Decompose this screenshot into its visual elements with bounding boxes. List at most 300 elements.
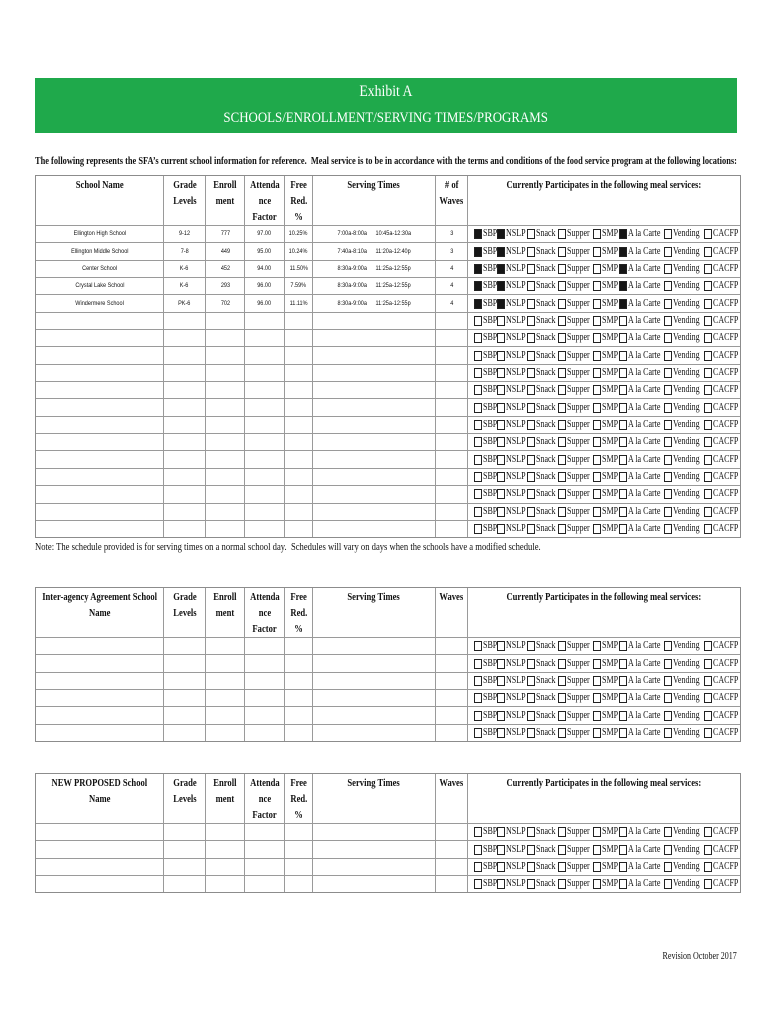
free-reduced-field[interactable] [285,859,313,875]
checkbox-nslp[interactable] [497,827,505,837]
grade-levels-field[interactable] [164,347,206,363]
grade-levels-field[interactable] [164,451,206,467]
checkbox-cacfp[interactable] [704,420,712,430]
checkbox-vending[interactable] [664,264,672,274]
waves-field[interactable] [436,673,468,689]
checkbox-a-la-carte[interactable] [619,333,627,343]
school-name-field[interactable] [36,859,164,875]
option-snack[interactable] [527,313,558,329]
checkbox-cacfp[interactable] [704,659,712,669]
checkbox-a-la-carte[interactable] [619,676,627,686]
free-reduced-field[interactable] [285,841,313,857]
free-reduced-field[interactable] [285,690,313,706]
free-reduced-field[interactable] [285,638,313,654]
option-nslp[interactable] [497,673,527,689]
attendance-factor-field[interactable] [245,330,285,346]
checkbox-vending[interactable] [664,507,672,517]
grade-levels-field[interactable] [164,365,206,381]
option-vending[interactable] [664,347,704,363]
grade-levels-field[interactable] [164,673,206,689]
option-smp[interactable] [593,382,619,398]
free-reduced-field[interactable] [285,521,313,537]
option-nslp[interactable] [497,417,527,433]
school-name-field[interactable] [36,655,164,671]
checkbox-cacfp[interactable] [704,472,712,482]
checkbox-smp[interactable] [593,728,601,738]
option-supper[interactable] [558,638,593,654]
option-supper[interactable] [558,469,593,485]
school-name-field[interactable] [36,365,164,381]
option-cacfp[interactable] [704,434,738,450]
option-snack[interactable] [527,638,558,654]
checkbox-nslp[interactable] [497,351,505,361]
checkbox-supper[interactable] [558,385,566,395]
attendance-factor-field[interactable] [245,295,285,311]
checkbox-nslp[interactable] [497,879,505,889]
checkbox-cacfp[interactable] [704,247,712,257]
checkbox-nslp[interactable] [497,507,505,517]
option-a-la-carte[interactable] [619,876,664,892]
school-name-field[interactable] [36,243,164,259]
option-cacfp[interactable] [704,330,738,346]
attendance-factor-field[interactable] [245,417,285,433]
serving-times-field[interactable] [313,382,436,398]
option-cacfp[interactable] [704,690,738,706]
checkbox-snack[interactable] [527,333,535,343]
option-snack[interactable] [527,725,558,741]
option-vending[interactable] [664,365,704,381]
option-supper[interactable] [558,486,593,502]
option-a-la-carte[interactable] [619,841,664,857]
waves-field[interactable] [436,486,468,502]
option-nslp[interactable] [497,486,527,502]
option-sbp[interactable] [474,469,497,485]
checkbox-snack[interactable] [527,420,535,430]
checkbox-vending[interactable] [664,659,672,669]
grade-levels-field[interactable] [164,690,206,706]
grade-levels-field[interactable] [164,876,206,892]
option-cacfp[interactable] [704,313,738,329]
option-smp[interactable] [593,226,619,242]
option-supper[interactable] [558,243,593,259]
free-reduced-field[interactable] [285,504,313,520]
checkbox-snack[interactable] [527,711,535,721]
checkbox-sbp[interactable] [474,845,482,855]
waves-field[interactable] [436,638,468,654]
attendance-factor-field[interactable] [245,347,285,363]
school-name-field[interactable] [36,690,164,706]
enrollment-field[interactable] [206,876,245,892]
checkbox-sbp[interactable] [474,420,482,430]
checkbox-smp[interactable] [593,693,601,703]
option-a-la-carte[interactable] [619,824,664,840]
checkbox-sbp[interactable] [474,879,482,889]
enrollment-field[interactable] [206,521,245,537]
school-name-field[interactable] [36,313,164,329]
checkbox-cacfp[interactable] [704,229,712,239]
option-nslp[interactable] [497,313,527,329]
checkbox-nslp[interactable] [497,264,505,274]
option-smp[interactable] [593,243,619,259]
enrollment-field[interactable] [206,859,245,875]
checkbox-smp[interactable] [593,524,601,534]
checkbox-a-la-carte[interactable] [619,403,627,413]
checkbox-supper[interactable] [558,659,566,669]
checkbox-smp[interactable] [593,659,601,669]
option-snack[interactable] [527,824,558,840]
checkbox-snack[interactable] [527,247,535,257]
attendance-factor-field[interactable] [245,226,285,242]
checkbox-supper[interactable] [558,693,566,703]
option-cacfp[interactable] [704,504,738,520]
checkbox-nslp[interactable] [497,247,505,257]
checkbox-supper[interactable] [558,641,566,651]
checkbox-smp[interactable] [593,437,601,447]
option-nslp[interactable] [497,330,527,346]
checkbox-supper[interactable] [558,316,566,326]
option-snack[interactable] [527,434,558,450]
option-smp[interactable] [593,313,619,329]
checkbox-sbp[interactable] [474,472,482,482]
option-a-la-carte[interactable] [619,399,664,415]
serving-times-field[interactable] [313,469,436,485]
option-supper[interactable] [558,399,593,415]
option-vending[interactable] [664,469,704,485]
checkbox-vending[interactable] [664,862,672,872]
checkbox-snack[interactable] [527,351,535,361]
enrollment-field[interactable] [206,347,245,363]
waves-field[interactable] [436,365,468,381]
option-supper[interactable] [558,347,593,363]
checkbox-vending[interactable] [664,437,672,447]
option-sbp[interactable] [474,399,497,415]
free-reduced-field[interactable] [285,278,313,294]
option-nslp[interactable] [497,278,527,294]
checkbox-vending[interactable] [664,879,672,889]
checkbox-nslp[interactable] [497,862,505,872]
checkbox-snack[interactable] [527,659,535,669]
checkbox-nslp[interactable] [497,420,505,430]
grade-levels-field[interactable] [164,313,206,329]
enrollment-field[interactable] [206,469,245,485]
option-nslp[interactable] [497,295,527,311]
free-reduced-field[interactable] [285,451,313,467]
option-snack[interactable] [527,261,558,277]
option-vending[interactable] [664,295,704,311]
free-reduced-field[interactable] [285,434,313,450]
grade-levels-field[interactable] [164,399,206,415]
checkbox-a-la-carte[interactable] [619,420,627,430]
checkbox-a-la-carte[interactable] [619,437,627,447]
attendance-factor-field[interactable] [245,261,285,277]
grade-levels-field[interactable] [164,521,206,537]
checkbox-nslp[interactable] [497,728,505,738]
checkbox-supper[interactable] [558,879,566,889]
option-smp[interactable] [593,824,619,840]
attendance-factor-field[interactable] [245,690,285,706]
enrollment-field[interactable] [206,295,245,311]
checkbox-supper[interactable] [558,368,566,378]
checkbox-cacfp[interactable] [704,827,712,837]
serving-times-field[interactable] [313,824,436,840]
option-smp[interactable] [593,673,619,689]
option-cacfp[interactable] [704,226,738,242]
option-a-la-carte[interactable] [619,278,664,294]
school-name-field[interactable] [36,278,164,294]
checkbox-snack[interactable] [527,728,535,738]
serving-times-field[interactable] [313,690,436,706]
checkbox-sbp[interactable] [474,455,482,465]
enrollment-field[interactable] [206,434,245,450]
free-reduced-field[interactable] [285,330,313,346]
option-a-la-carte[interactable] [619,859,664,875]
school-name-field[interactable] [36,347,164,363]
attendance-factor-field[interactable] [245,859,285,875]
option-nslp[interactable] [497,451,527,467]
checkbox-snack[interactable] [527,455,535,465]
option-a-la-carte[interactable] [619,261,664,277]
school-name-field[interactable] [36,673,164,689]
checkbox-supper[interactable] [558,711,566,721]
checkbox-sbp[interactable] [474,281,482,291]
free-reduced-field[interactable] [285,486,313,502]
checkbox-nslp[interactable] [497,333,505,343]
option-supper[interactable] [558,841,593,857]
option-nslp[interactable] [497,399,527,415]
checkbox-cacfp[interactable] [704,507,712,517]
option-cacfp[interactable] [704,486,738,502]
school-name-field[interactable] [36,725,164,741]
option-cacfp[interactable] [704,469,738,485]
serving-times-field[interactable] [313,330,436,346]
option-supper[interactable] [558,876,593,892]
option-supper[interactable] [558,313,593,329]
option-supper[interactable] [558,521,593,537]
grade-levels-field[interactable] [164,417,206,433]
school-name-field[interactable] [36,638,164,654]
waves-field[interactable] [436,295,468,311]
checkbox-a-la-carte[interactable] [619,455,627,465]
option-supper[interactable] [558,859,593,875]
option-vending[interactable] [664,521,704,537]
attendance-factor-field[interactable] [245,486,285,502]
option-sbp[interactable] [474,707,497,723]
enrollment-field[interactable] [206,486,245,502]
grade-levels-field[interactable] [164,504,206,520]
waves-field[interactable] [436,841,468,857]
option-snack[interactable] [527,451,558,467]
option-smp[interactable] [593,330,619,346]
option-vending[interactable] [664,399,704,415]
checkbox-smp[interactable] [593,420,601,430]
option-cacfp[interactable] [704,841,738,857]
option-nslp[interactable] [497,347,527,363]
checkbox-cacfp[interactable] [704,385,712,395]
checkbox-snack[interactable] [527,524,535,534]
school-name-field[interactable] [36,382,164,398]
option-smp[interactable] [593,486,619,502]
checkbox-a-la-carte[interactable] [619,693,627,703]
checkbox-a-la-carte[interactable] [619,879,627,889]
checkbox-nslp[interactable] [497,368,505,378]
enrollment-field[interactable] [206,504,245,520]
checkbox-snack[interactable] [527,299,535,309]
attendance-factor-field[interactable] [245,469,285,485]
option-supper[interactable] [558,417,593,433]
enrollment-field[interactable] [206,365,245,381]
checkbox-sbp[interactable] [474,641,482,651]
checkbox-vending[interactable] [664,351,672,361]
free-reduced-field[interactable] [285,469,313,485]
checkbox-a-la-carte[interactable] [619,351,627,361]
checkbox-cacfp[interactable] [704,711,712,721]
free-reduced-field[interactable] [285,243,313,259]
option-smp[interactable] [593,504,619,520]
option-supper[interactable] [558,690,593,706]
grade-levels-field[interactable] [164,226,206,242]
checkbox-vending[interactable] [664,333,672,343]
waves-field[interactable] [436,707,468,723]
checkbox-smp[interactable] [593,507,601,517]
checkbox-a-la-carte[interactable] [619,845,627,855]
checkbox-supper[interactable] [558,676,566,686]
checkbox-a-la-carte[interactable] [619,507,627,517]
option-snack[interactable] [527,469,558,485]
checkbox-sbp[interactable] [474,368,482,378]
checkbox-snack[interactable] [527,472,535,482]
enrollment-field[interactable] [206,226,245,242]
checkbox-cacfp[interactable] [704,316,712,326]
option-snack[interactable] [527,330,558,346]
school-name-field[interactable] [36,226,164,242]
serving-times-field[interactable] [313,434,436,450]
checkbox-a-la-carte[interactable] [619,299,627,309]
option-a-la-carte[interactable] [619,295,664,311]
option-nslp[interactable] [497,655,527,671]
option-vending[interactable] [664,859,704,875]
option-sbp[interactable] [474,278,497,294]
enrollment-field[interactable] [206,261,245,277]
waves-field[interactable] [436,226,468,242]
waves-field[interactable] [436,504,468,520]
checkbox-nslp[interactable] [497,229,505,239]
waves-field[interactable] [436,451,468,467]
checkbox-nslp[interactable] [497,385,505,395]
option-snack[interactable] [527,365,558,381]
option-snack[interactable] [527,226,558,242]
free-reduced-field[interactable] [285,824,313,840]
free-reduced-field[interactable] [285,226,313,242]
option-a-la-carte[interactable] [619,365,664,381]
serving-times-field[interactable] [313,417,436,433]
checkbox-vending[interactable] [664,472,672,482]
free-reduced-field[interactable] [285,313,313,329]
option-vending[interactable] [664,451,704,467]
checkbox-cacfp[interactable] [704,676,712,686]
option-supper[interactable] [558,451,593,467]
option-supper[interactable] [558,382,593,398]
checkbox-nslp[interactable] [497,524,505,534]
serving-times-field[interactable] [313,451,436,467]
option-smp[interactable] [593,707,619,723]
option-smp[interactable] [593,655,619,671]
checkbox-snack[interactable] [527,403,535,413]
checkbox-supper[interactable] [558,437,566,447]
checkbox-supper[interactable] [558,507,566,517]
checkbox-smp[interactable] [593,472,601,482]
option-cacfp[interactable] [704,261,738,277]
school-name-field[interactable] [36,434,164,450]
checkbox-smp[interactable] [593,489,601,499]
option-sbp[interactable] [474,859,497,875]
checkbox-vending[interactable] [664,728,672,738]
option-snack[interactable] [527,295,558,311]
option-nslp[interactable] [497,859,527,875]
waves-field[interactable] [436,690,468,706]
option-nslp[interactable] [497,841,527,857]
checkbox-snack[interactable] [527,641,535,651]
option-smp[interactable] [593,295,619,311]
option-snack[interactable] [527,859,558,875]
checkbox-vending[interactable] [664,385,672,395]
checkbox-a-la-carte[interactable] [619,247,627,257]
checkbox-supper[interactable] [558,524,566,534]
option-sbp[interactable] [474,451,497,467]
option-cacfp[interactable] [704,655,738,671]
option-supper[interactable] [558,278,593,294]
option-cacfp[interactable] [704,707,738,723]
waves-field[interactable] [436,434,468,450]
attendance-factor-field[interactable] [245,382,285,398]
checkbox-snack[interactable] [527,827,535,837]
checkbox-supper[interactable] [558,333,566,343]
option-sbp[interactable] [474,417,497,433]
attendance-factor-field[interactable] [245,841,285,857]
checkbox-nslp[interactable] [497,281,505,291]
option-supper[interactable] [558,365,593,381]
option-nslp[interactable] [497,243,527,259]
checkbox-vending[interactable] [664,524,672,534]
checkbox-sbp[interactable] [474,351,482,361]
checkbox-cacfp[interactable] [704,862,712,872]
enrollment-field[interactable] [206,725,245,741]
grade-levels-field[interactable] [164,707,206,723]
grade-levels-field[interactable] [164,469,206,485]
option-nslp[interactable] [497,226,527,242]
checkbox-cacfp[interactable] [704,879,712,889]
checkbox-smp[interactable] [593,711,601,721]
waves-field[interactable] [436,655,468,671]
enrollment-field[interactable] [206,313,245,329]
waves-field[interactable] [436,399,468,415]
option-nslp[interactable] [497,504,527,520]
grade-levels-field[interactable] [164,295,206,311]
option-snack[interactable] [527,486,558,502]
free-reduced-field[interactable] [285,382,313,398]
enrollment-field[interactable] [206,399,245,415]
option-snack[interactable] [527,243,558,259]
checkbox-nslp[interactable] [497,676,505,686]
option-snack[interactable] [527,655,558,671]
grade-levels-field[interactable] [164,841,206,857]
option-smp[interactable] [593,278,619,294]
checkbox-sbp[interactable] [474,676,482,686]
checkbox-snack[interactable] [527,845,535,855]
serving-times-field[interactable] [313,841,436,857]
checkbox-sbp[interactable] [474,728,482,738]
attendance-factor-field[interactable] [245,638,285,654]
option-a-la-carte[interactable] [619,707,664,723]
